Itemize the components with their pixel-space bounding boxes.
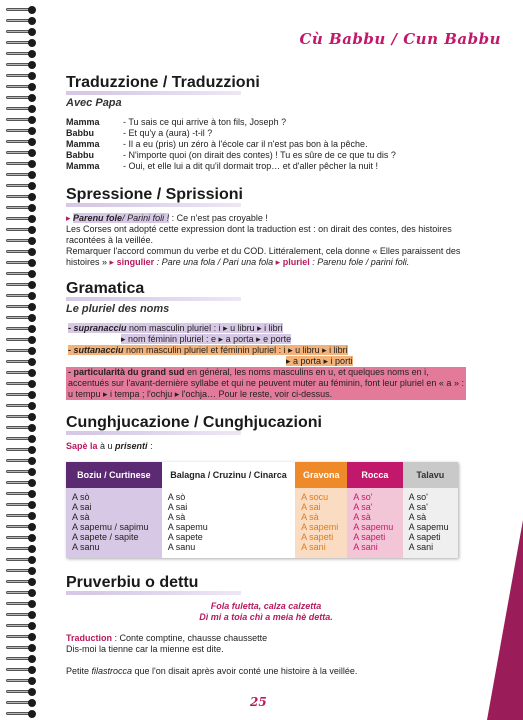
rule-label: - particularità du grand sud [68, 367, 185, 377]
expression-para1: Les Corses ont adopté cette expression dont la traduction est : on dirait des contes, des histoires racontées à la veillée. [66, 224, 452, 245]
conj-form: A sapemu [353, 522, 394, 532]
conj-form: A sà [408, 512, 427, 522]
spiral-ring [6, 490, 36, 498]
conj-form: A sapete [167, 532, 203, 542]
spiral-ring [6, 83, 36, 91]
spiral-binding [0, 0, 40, 720]
spiral-ring [6, 160, 36, 168]
pluriel-label: pluriel [282, 257, 310, 267]
triangle-marker-icon: ▸ [66, 213, 71, 223]
rule-text: ▸ a porta ▸ i porti [286, 356, 353, 366]
spiral-ring [6, 501, 36, 509]
conj-form: A sapemu [167, 522, 208, 532]
note-word: filastrocca [91, 666, 133, 676]
column-header: Balagna / Cruzinu / Cinarca [162, 462, 295, 488]
spiral-ring [6, 237, 36, 245]
dialog-text: - N'importe quoi (on dirait des contes) ! Tu es sûre de ce que tu dis ? [123, 150, 396, 160]
section-title-gramatica: Gramatica [66, 280, 145, 297]
spiral-ring [6, 710, 36, 718]
spiral-ring [6, 424, 36, 432]
section-title-spressione: Spressione / Sprissioni [66, 186, 243, 203]
spiral-ring [6, 347, 36, 355]
spiral-ring [6, 413, 36, 421]
conj-verb: Sapè la [66, 441, 98, 451]
conj-form: A sani [353, 542, 378, 552]
conj-form: A so' [353, 492, 373, 502]
expression-para2 [66, 246, 466, 268]
spiral-ring [6, 402, 36, 410]
conj-form: A sà [72, 512, 90, 522]
translation-text-2: Dis-moi la tienne car la mienne est dite. [66, 644, 224, 654]
singulier-text: : Pare una fola / Pari una fola [154, 257, 276, 267]
conj-form: A sapemu [408, 522, 449, 532]
conj-form: A sapeti [353, 532, 386, 542]
dialog [66, 117, 466, 172]
column-header: Gravona [295, 462, 347, 488]
conj-form: A sani [408, 542, 434, 552]
page-content [66, 74, 466, 677]
conj-cell [66, 488, 162, 558]
dialog-text: - Il a eu (pris) un zéro à l'école car il n'est pas bon à la pêche. [123, 139, 368, 149]
dialog-line [66, 117, 466, 128]
spiral-ring [6, 204, 36, 212]
page-number: 25 [250, 695, 267, 709]
conjugation-table [66, 462, 458, 558]
spiral-ring [6, 699, 36, 707]
spiral-ring [6, 138, 36, 146]
spiral-ring [6, 545, 36, 553]
spiral-ring [6, 314, 36, 322]
spiral-ring [6, 677, 36, 685]
rule-text: nom masculin pluriel : i ▸ u libru ▸ i libri [126, 323, 283, 333]
rule-line [66, 334, 466, 345]
rule-line [66, 367, 466, 400]
conj-form: A sai [167, 502, 188, 512]
spiral-ring [6, 28, 36, 36]
spiral-ring [6, 523, 36, 531]
conj-form: A sapeti [301, 532, 334, 542]
conj-form: A sani [301, 542, 326, 552]
pluriel-text: : Parenu fole / parini foli. [309, 257, 410, 267]
dialog-line [66, 150, 466, 161]
column-header: Talavu [403, 462, 458, 488]
dialog-speaker: Mamma [66, 139, 100, 149]
conj-form: A sai [72, 502, 92, 512]
spiral-ring [6, 666, 36, 674]
spiral-ring [6, 303, 36, 311]
proverb-line: Fola fuletta, calza calzetta [210, 601, 322, 611]
conj-form: A sapete / sapite [72, 532, 139, 542]
section-title-pruverbiu: Pruverbiu o dettu [66, 574, 199, 591]
spiral-ring [6, 182, 36, 190]
dialog-text: - Oui, et elle lui a dit qu'il dormait trop… et d'aller pêcher la nuit ! [123, 161, 379, 171]
proverb-note [66, 666, 466, 677]
spiral-ring [6, 391, 36, 399]
spiral-ring [6, 193, 36, 201]
conj-form: A socu [301, 492, 329, 502]
spiral-ring [6, 644, 36, 652]
rule-text: ▸ nom féminin pluriel : e ▸ a porta ▸ e porte [121, 334, 292, 344]
spiral-ring [6, 567, 36, 575]
spiral-ring [6, 688, 36, 696]
conj-form: A sanu [72, 542, 100, 552]
conj-intro-end: : [147, 441, 153, 451]
conj-cell [403, 488, 458, 558]
spiral-ring [6, 50, 36, 58]
proverb-line: Dì mi a toia chì a meia hè detta. [199, 612, 333, 622]
spiral-ring [6, 336, 36, 344]
rule-text: nom masculin pluriel et féminin pluriel : i ▸ u libru ▸ i libri [123, 345, 348, 355]
conj-form: A sapeti [408, 532, 441, 542]
conj-form: A sapemi [301, 522, 339, 532]
spiral-ring [6, 512, 36, 520]
spiral-ring [6, 369, 36, 377]
section-title-traduzzione: Traduzzione / Traduzzioni [66, 74, 260, 91]
section-title-cunghjucazione: Cunghjucazione / Cunghjucazioni [66, 414, 322, 431]
spiral-ring [6, 116, 36, 124]
spiral-ring [6, 578, 36, 586]
dialog-speaker: Babbu [66, 128, 94, 138]
spiral-ring [6, 215, 36, 223]
spiral-ring [6, 127, 36, 135]
dialog-text: - Tu sais ce qui arrive à ton fils, Joseph ? [123, 117, 287, 127]
dialog-speaker: Mamma [66, 161, 100, 171]
dialog-text: - Et qu'y a (aura) -t-il ? [123, 128, 213, 138]
conj-form: A sai [301, 502, 321, 512]
spiral-ring [6, 325, 36, 333]
conj-intro [66, 441, 466, 452]
conj-form: A sanu [167, 542, 196, 552]
column-header: Boziu / Curtinese [66, 462, 162, 488]
note-end: que l'on disait après avoir conté une histoire à la veillée. [132, 666, 358, 676]
spiral-ring [6, 171, 36, 179]
conj-form: A sà [301, 512, 319, 522]
spiral-ring [6, 435, 36, 443]
triangle-marker-icon: ▸ [275, 257, 281, 267]
spiral-ring [6, 149, 36, 157]
rule-line [66, 323, 466, 334]
conj-cell [347, 488, 402, 558]
expression-phrase: Parenu fole [73, 213, 123, 223]
section-subtitle: Le pluriel des noms [66, 303, 170, 315]
spiral-ring [6, 358, 36, 366]
spiral-ring [6, 380, 36, 388]
expression-line [66, 213, 466, 224]
expression-para2-start: Remarquer l'accord commun du verbe et du COD. Littéralement, cela donne « Elles paraissent des histoires » [66, 246, 461, 267]
translation-label: Traduction [66, 633, 113, 643]
spiral-ring [6, 622, 36, 630]
spiral-ring [6, 655, 36, 663]
rule-line [66, 356, 466, 367]
dialog-speaker: Mamma [66, 117, 100, 127]
conj-form: A sa' [353, 502, 373, 512]
rule-text: en général, les noms masculins en u, et quelques noms en i, accentués sur l'avant-dernière syllabe et qui ne peuvent muter au féminin, font leur pluriel en « a » : u tempu ▸ i tempa ; l'ochju ▸ l'ochja… Pour le reste, voir ci-dessus. [68, 367, 464, 399]
rule-label: - supranacciu [68, 323, 127, 333]
corner-decoration [487, 520, 523, 720]
spiral-ring [6, 479, 36, 487]
conj-form: A sa' [408, 502, 428, 512]
dialog-speaker: Babbu [66, 150, 94, 160]
spiral-ring [6, 17, 36, 25]
spiral-ring [6, 72, 36, 80]
spiral-ring [6, 94, 36, 102]
expression-phrase-alt: / Parini foli ! [122, 213, 170, 223]
conj-form: A sapemu / sapimu [72, 522, 149, 532]
rule-line [66, 345, 466, 356]
spiral-ring [6, 281, 36, 289]
translation-text: : Conte comptine, chausse chaussette [112, 633, 268, 643]
rule-label: - suttanacciu [68, 345, 124, 355]
conj-form: A sà [167, 512, 186, 522]
dialog-line [66, 128, 466, 139]
plural-rules [66, 323, 466, 400]
singulier-label: singulier [116, 257, 155, 267]
spiral-ring [6, 61, 36, 69]
column-header: Rocca [347, 462, 402, 488]
conj-intro-mid: à u [97, 441, 116, 451]
spiral-ring [6, 226, 36, 234]
conj-form: A sò [72, 492, 90, 502]
conj-cell [162, 488, 295, 558]
spiral-ring [6, 105, 36, 113]
spiral-ring [6, 446, 36, 454]
spiral-ring [6, 534, 36, 542]
dialog-line [66, 139, 466, 150]
spiral-ring [6, 39, 36, 47]
spiral-ring [6, 468, 36, 476]
dialog-line [66, 161, 466, 172]
spiral-ring [6, 6, 36, 14]
conj-form: A sò [167, 492, 186, 502]
conj-tense: prisenti [115, 441, 148, 451]
proverb-translation [66, 633, 466, 644]
expression-meaning: : Ce n'est pas croyable ! [169, 213, 268, 223]
spiral-ring [6, 600, 36, 608]
section-subtitle: Avec Papa [66, 97, 122, 109]
spiral-ring [6, 292, 36, 300]
conj-form: A so' [408, 492, 428, 502]
spiral-ring [6, 457, 36, 465]
spiral-ring [6, 556, 36, 564]
header-title: Cù Babbu / Cun Babbu [299, 30, 501, 48]
spiral-ring [6, 259, 36, 267]
spiral-ring [6, 248, 36, 256]
note-start: Petite [66, 666, 92, 676]
spiral-ring [6, 270, 36, 278]
conj-form: A sà [353, 512, 371, 522]
spiral-ring [6, 589, 36, 597]
spiral-ring [6, 633, 36, 641]
conj-cell [295, 488, 347, 558]
spiral-ring [6, 611, 36, 619]
triangle-marker-icon: ▸ [109, 257, 115, 267]
